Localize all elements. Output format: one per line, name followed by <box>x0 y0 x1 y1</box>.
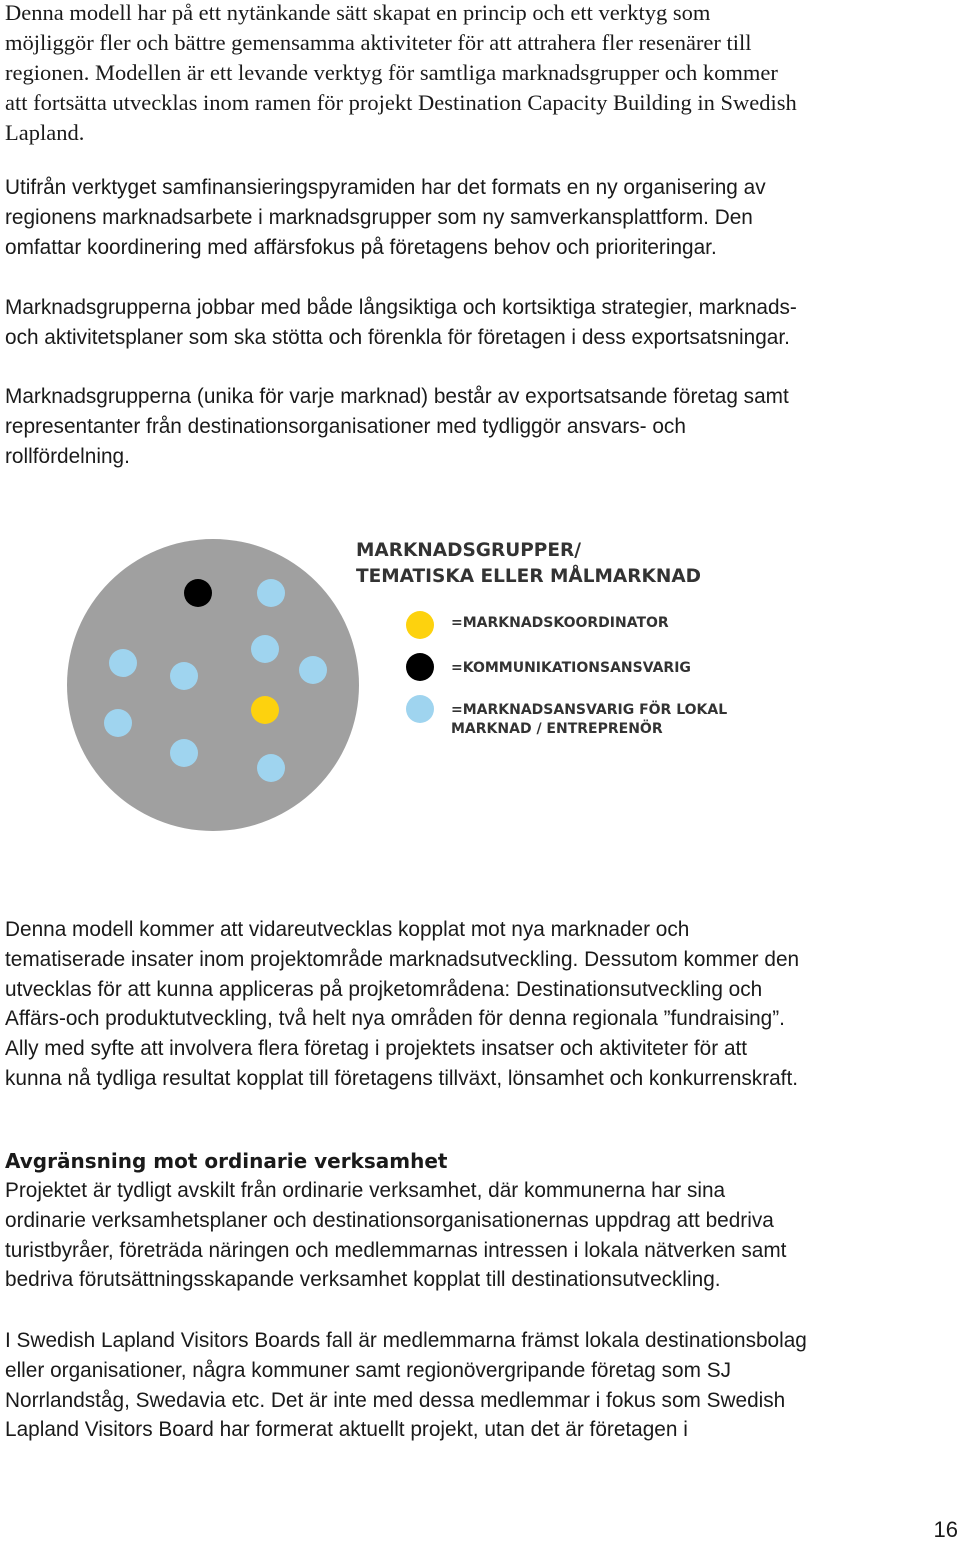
text-line: representanter från destinationsorganisationer med tydliggör ansvars- och <box>5 414 686 438</box>
text-line: Projektet är tydligt avskilt från ordinarie verksamhet, där kommunerna har sina <box>5 1179 726 1202</box>
organisation-paragraph <box>5 173 960 262</box>
legend-coordinator-label: =MARKNADSKOORDINATOR <box>451 615 669 631</box>
text-line: kunna nå tydliga resultat kopplat till företagens tillväxt, lönsamhet och konkurrenskraft. <box>5 1066 799 1090</box>
market-responsible-dot <box>109 649 137 677</box>
market-group-diagram <box>0 520 960 850</box>
text-line: regionens marknadsarbete i marknadsgrupper som ny samverkansplattform. Den <box>5 205 753 229</box>
delimitation-paragraph <box>5 1176 960 1295</box>
text-line: utvecklas för att kunna appliceras på projketområdena: Destinationsutveckling och <box>5 977 763 1001</box>
legend-communication-label: =KOMMUNIKATIONSANSVARIG <box>451 660 691 676</box>
text-line: Norrlandståg, Swedavia etc. Det är inte med dessa medlemmar i fokus som Swedish <box>5 1388 786 1412</box>
text-line: rollfördelning. <box>5 444 130 468</box>
text-line: ordinarie verksamhetsplaner och destinationsorganisationernas uppdrag att bedriva <box>5 1208 774 1232</box>
market-responsible-dot <box>251 635 279 663</box>
intro-paragraph <box>5 0 960 148</box>
market-responsible-dot <box>299 656 327 684</box>
market-responsible-dot <box>257 754 285 782</box>
text-line: Marknadsgrupperna jobbar med både långsiktiga och kortsiktiga strategier, marknads- <box>5 296 797 319</box>
text-line: regionen. Modellen är ett levande verktyg för samtliga marknadsgrupper och kommer <box>5 60 778 85</box>
development-paragraph <box>5 915 960 1094</box>
market-responsible-dot <box>170 739 198 767</box>
legend-market-responsible-label-line2: MARKNAD / ENTREPRENÖR <box>451 721 663 737</box>
text-line: möjliggör fler och bättre gemensamma aktiviteter för att attrahera fler resenärer till <box>5 30 752 55</box>
text-line: eller organisationer, några kommuner samt regionövergripande företag som SJ <box>5 1358 731 1382</box>
text-line: Marknadsgrupperna (unika för varje marknad) består av exportsatsande företag samt <box>5 385 789 408</box>
text-line: Lapland Visitors Board har formerat aktuellt projekt, utan det är företagen i <box>5 1418 688 1442</box>
coordinator-dot <box>251 696 279 724</box>
legend-market-responsible-swatch <box>406 695 434 723</box>
text-line: Denna modell har på ett nytänkande sätt skapat en princip och ett verktyg som <box>5 0 711 25</box>
text-line: att fortsätta utvecklas inom ramen för projekt Destination Capacity Building in Swedish <box>5 90 797 115</box>
text-line: Utifrån verktyget samfinansieringspyramiden har det formats en ny organisering av <box>5 176 766 199</box>
text-line: Denna modell kommer att vidareutvecklas kopplat mot nya marknader och <box>5 918 690 941</box>
text-line: och aktivitetsplaner som ska stötta och förenkla för företagen i dess exportsatsningar. <box>5 325 790 349</box>
market-responsible-dot <box>170 662 198 690</box>
market-responsible-dot <box>257 579 285 607</box>
text-line: tematiserade insater inom projektområde marknadsutveckling. Dessutom kommer den <box>5 947 800 971</box>
text-line: turistbyråer, företräda näringen och medlemmarnas intressen i lokala nätverken samt <box>5 1238 787 1262</box>
composition-paragraph <box>5 382 960 471</box>
text-line: bedriva förutsättningsskapande verksamhet kopplat till destinationsutveckling. <box>5 1268 721 1292</box>
legend-coordinator-swatch <box>406 611 434 639</box>
market-group-circle <box>67 539 359 831</box>
text-line: I Swedish Lapland Visitors Boards fall är medlemmarna främst lokala destinationsbolag <box>5 1329 807 1352</box>
text-line: Affärs-och produktutveckling, två helt nya områden för denna regionala ”fundraising”. <box>5 1007 785 1031</box>
text-line: omfattar koordinering med affärsfokus på företagens behov och prioriteringar. <box>5 235 717 259</box>
page-number: 16 <box>933 1517 958 1542</box>
diagram-title-line2: TEMATISKA ELLER MÅLMARKNAD <box>356 566 701 587</box>
legend-communication-swatch <box>406 653 434 681</box>
communication-dot <box>184 579 212 607</box>
text-line: Ally med syfte att involvera flera företag i projektets insatser och aktiviteter för att <box>5 1037 748 1061</box>
market-responsible-dot <box>104 709 132 737</box>
text-line: Lapland. <box>5 120 85 145</box>
diagram-title-line1: MARKNADSGRUPPER/ <box>356 540 581 561</box>
section-heading: Avgränsning mot ordinarie verksamhet <box>5 1149 448 1173</box>
legend-market-responsible-label-line1: =MARKNADSANSVARIG FÖR LOKAL <box>451 702 728 718</box>
strategy-paragraph <box>5 293 960 353</box>
members-paragraph <box>5 1326 960 1445</box>
